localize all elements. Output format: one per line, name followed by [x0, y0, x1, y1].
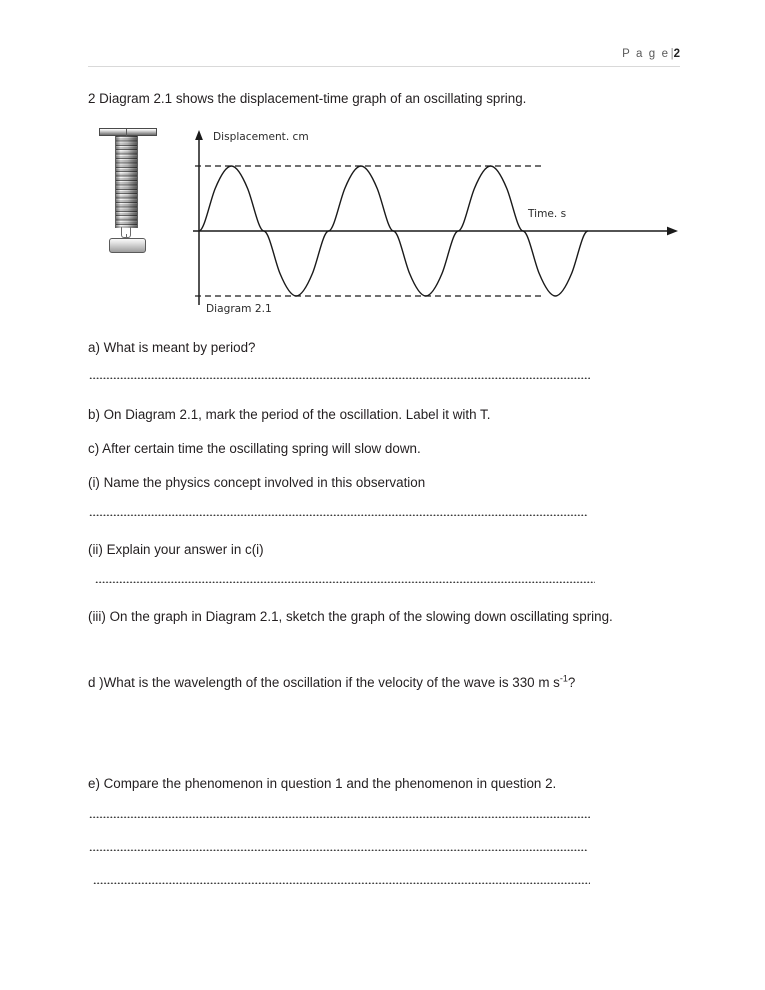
page-word: P a g e: [622, 48, 670, 60]
answer-line-c-ii[interactable]: [95, 580, 595, 583]
answer-line-e-3[interactable]: [93, 881, 590, 884]
question-a: a) What is meant by period?: [88, 340, 256, 355]
graph-svg: [183, 120, 680, 325]
question-e: e) Compare the phenomenon in question 1 and the phenomenon in question 2.: [88, 776, 557, 791]
y-axis-arrowhead: [195, 130, 203, 140]
question-b: b) On Diagram 2.1, mark the period of the oscillation. Label it with T.: [88, 407, 491, 422]
header-divider: [88, 66, 680, 67]
question-c-i: (i) Name the physics concept involved in this observation: [88, 475, 426, 490]
displacement-time-graph: [183, 120, 680, 325]
support-bar-icon: [99, 128, 157, 136]
support-bar-notch: [126, 129, 127, 136]
question-d-superscript: -1: [559, 673, 568, 684]
answer-line-c-i[interactable]: [89, 513, 588, 516]
x-axis-label: Time. s: [528, 208, 567, 220]
figure-caption: Diagram 2.1: [206, 303, 272, 315]
figure-diagram-2-1: [88, 120, 680, 330]
spring-coil-icon: [115, 136, 138, 228]
y-axis-label: Displacement. cm: [213, 131, 309, 143]
question-c: c) After certain time the oscillating spring will slow down.: [88, 441, 421, 456]
question-d-main: d )What is the wavelength of the oscillation if the velocity of the wave is 330 m s: [88, 675, 560, 690]
question-c-ii: (ii) Explain your answer in c(i): [88, 542, 264, 557]
spring-apparatus: [95, 128, 179, 250]
question-d: [88, 674, 575, 693]
hanging-mass-icon: [109, 238, 146, 253]
answer-line-a[interactable]: [89, 376, 590, 379]
answer-line-e-2[interactable]: [89, 848, 588, 851]
page-separator: |: [670, 48, 674, 60]
x-axis-arrowhead: [667, 227, 678, 236]
answer-line-e-1[interactable]: [89, 815, 590, 818]
question-c-iii: (iii) On the graph in Diagram 2.1, sketch the graph of the slowing down oscillating spring.: [88, 609, 613, 624]
page-header-text: [622, 48, 680, 60]
page-number: 2: [673, 48, 680, 60]
question-d-tail: ?: [567, 675, 576, 690]
page-header: [88, 44, 680, 66]
question-intro: 2 Diagram 2.1 shows the displacement-time graph of an oscillating spring.: [88, 91, 527, 106]
